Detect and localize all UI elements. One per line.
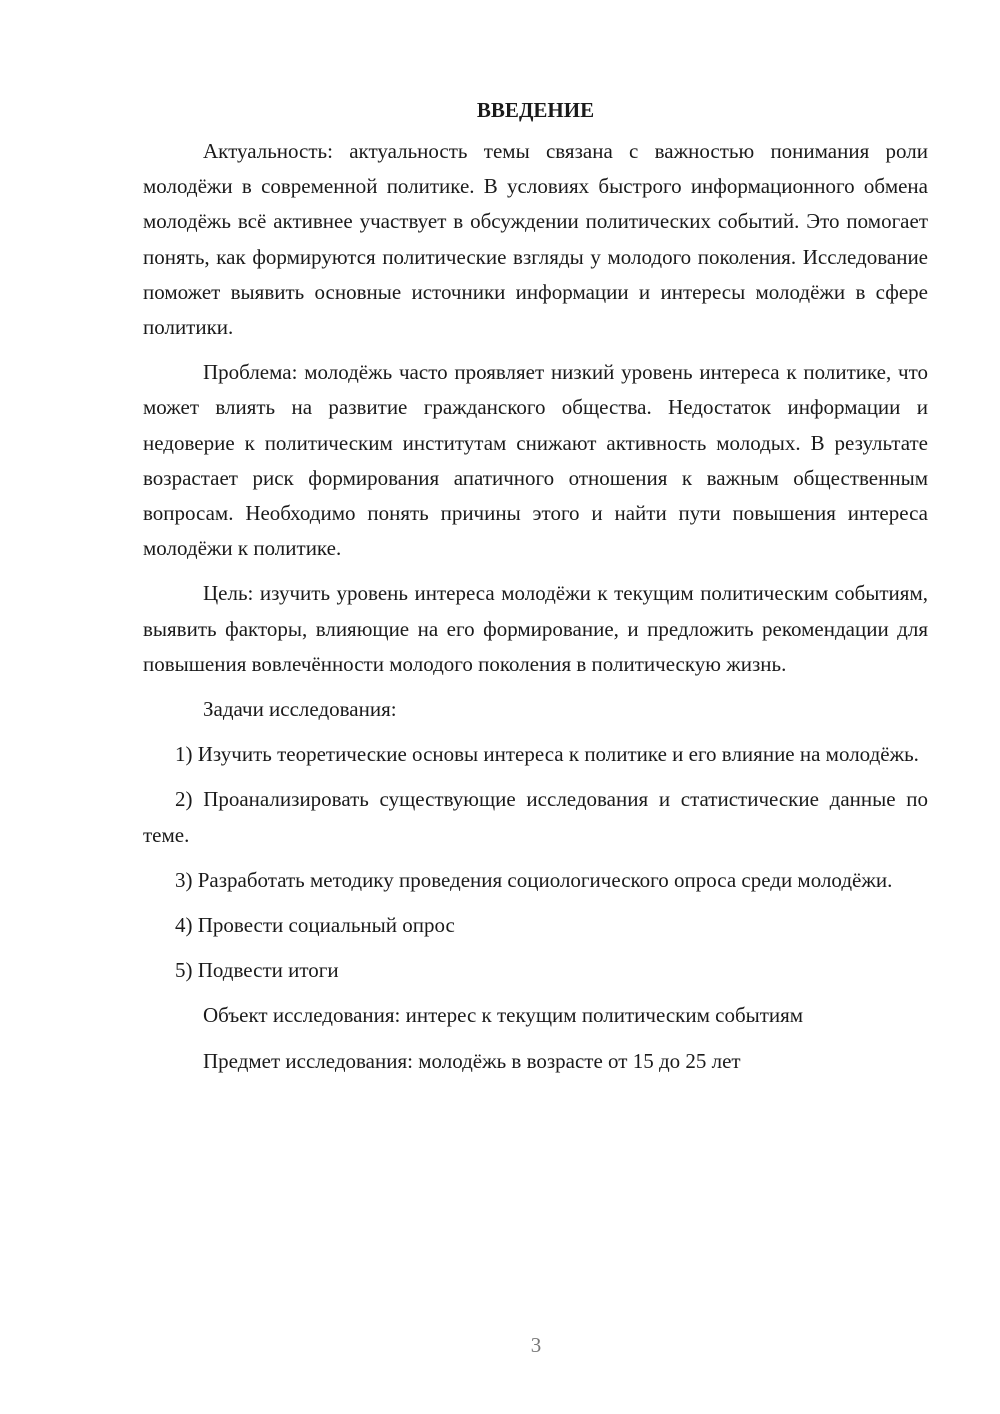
research-object: Объект исследования: интерес к текущим политическим событиям	[203, 1003, 804, 1028]
page-number: 3	[530, 1333, 542, 1357]
problem-paragraph: Проблема: молодёжь часто проявляет низкий уровень интереса к политике, что может влиять на развитие гражданского общества. Недостаток информации и недоверие к политическим институтам снижают активность молодых. В результате возрастает риск формирования апатичного отношения к важным общественным вопросам. Необходимо понять причины этого и найти пути повышения интереса молодёжи к политике.	[143, 360, 928, 561]
research-subject: Предмет исследования: молодёжь в возрасте от 15 до 25 лет	[203, 1048, 741, 1073]
task-item-3: 3) Разработать методику проведения социологического опроса среди молодёжи.	[175, 867, 893, 892]
task-item-4: 4) Провести социальный опрос	[175, 913, 455, 938]
document-page	[143, 96, 928, 1089]
task-item-2: 2) Проанализировать существующие исследования и статистические данные по теме.	[143, 787, 928, 847]
relevance-paragraph: Актуальность: актуальность темы связана с важностью понимания роли молодёжи в современной политике. В условиях быстрого информационного обмена молодёжь всё активнее участвует в обсуждении политических событий. Это помогает понять, как формируются политические взгляды у молодого поколения. Исследование поможет выявить основные источники информации и интересы молодёжи в сфере политики.	[143, 139, 928, 340]
task-item-5: 5) Подвести итоги	[175, 958, 339, 983]
goal-paragraph: Цель: изучить уровень интереса молодёжи к текущим политическим событиям, выявить факторы, влияющие на его формирование, и предложить рекомендации для повышения вовлечённости молодого поколения в политическую жизнь.	[143, 581, 928, 676]
task-item-1: 1) Изучить теоретические основы интереса к политике и его влияние на молодёжь.	[175, 742, 919, 767]
page-title: ВВЕДЕНИЕ	[476, 98, 595, 122]
tasks-heading: Задачи исследования:	[203, 697, 397, 722]
